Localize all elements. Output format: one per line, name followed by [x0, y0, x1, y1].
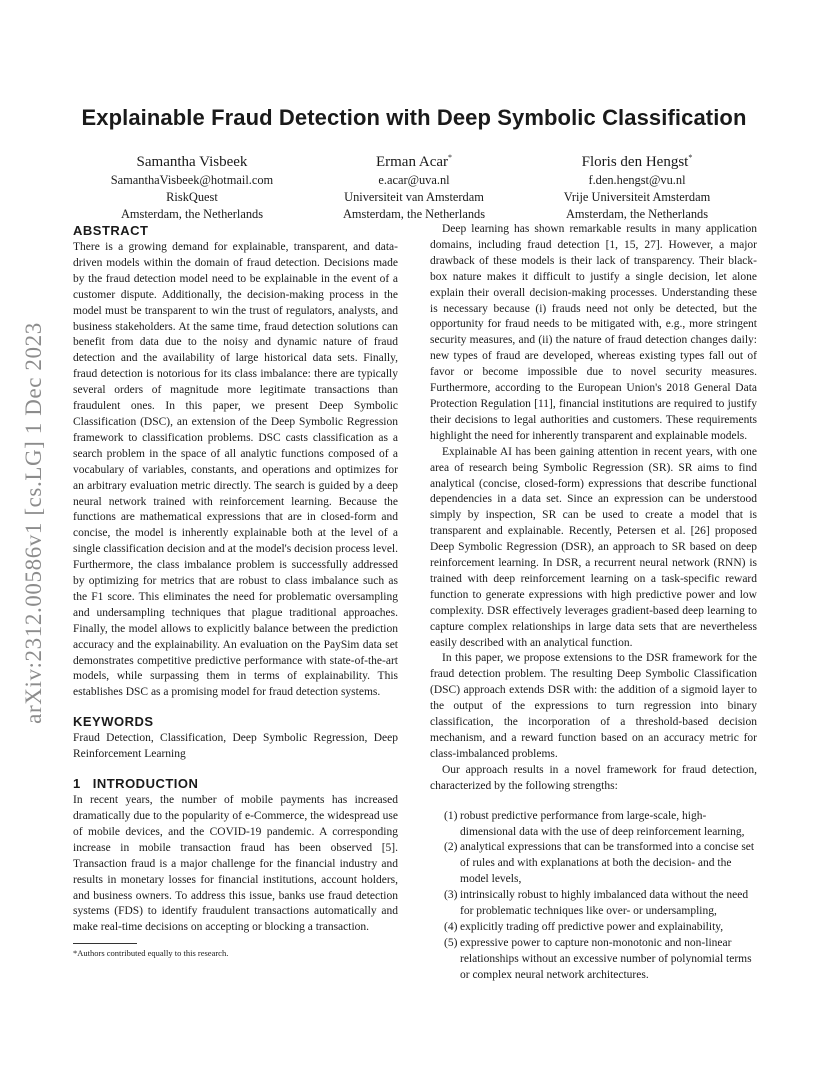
author-location: Amsterdam, the Netherlands — [342, 206, 486, 221]
list-item — [430, 936, 757, 984]
list-number: (4) — [444, 920, 458, 933]
author-block-1 — [77, 148, 307, 222]
list-number: (1) — [444, 809, 458, 822]
keywords-text: Fraud Detection, Classification, Deep Symbolic Regression, Deep Reinforcement Learning — [73, 732, 398, 761]
author-block-2 — [299, 148, 529, 222]
list-item — [430, 920, 757, 936]
author-affiliation: Universiteit van Amsterdam — [344, 189, 484, 204]
intro-paragraph-5: Our approach results in a novel framework for fraud detection, characterized by the following strengths: — [430, 763, 757, 792]
abstract-heading: ABSTRACT — [73, 223, 149, 238]
author-name: Erman Acar — [375, 154, 449, 170]
paper-title: Explainable Fraud Detection with Deep Symbolic Classification — [81, 105, 747, 130]
author-mark: * — [688, 153, 693, 162]
author-location: Amsterdam, the Netherlands — [120, 206, 264, 221]
abstract-text: There is a growing demand for explainable, transparent, and data-driven models within the domain of fraud detection. Decisions made by the fraud detection model need to be explainable in the event of a customer dispute. Additionally, the decision-making process in the model must be transparent to win the trust of regulators, analysts, and business stakeholders. At the same time, fraud detection solutions can benefit from data due to the noisy and dynamic nature of fraud detection and the availability of large historical data sets. Finally, fraud detection is notorious for its class imbalance: there are typically several orders of magnitude more legitimate transactions than fraudulent ones. In this paper, we present Deep Symbolic Classification (DSC), an extension of the Deep Symbolic Regression framework to classification problems. DSC casts classification as a search problem in the space of all analytic functions composed of a vocabulary of variables, constants, and operations and optimizes for an arbitrary evaluation metric directly. The search is guided by a deep neural network trained with reinforcement learning. Because the functions are mathematical expressions that are in closed-form and concise, the model is inherently explainable both at the level of a single classification decision and at the model's decision process level. Furthermore, the class imbalance problem is successfully addressed by optimizing for metrics that are robust to class imbalance such as the F1 score. This eliminates the need for problematic oversampling and undersampling techniques that plague traditional approaches. Finally, the model allows to explicitly balance between the prediction accuracy and the explainability. An evaluation on the PaySim data set demonstrates competitive predictive performance with state-of-the-art models, while surpassing them in terms of explainability. This establishes DSC as a promising model for fraud detection systems. — [73, 241, 398, 699]
list-text: expressive power to capture non-monotonic and non-linear relationships without an excessive number of polynomial terms or complex neural network architectures. — [460, 936, 752, 981]
author-affiliation: RiskQuest — [166, 189, 218, 204]
intro-paragraph-2: Deep learning has shown remarkable results in many application domains, including fraud detection [1, 15, 27]. However, a major drawback of these models is their lack of transparency. Their black-box nature makes it difficult to justify a single decision, let alone explain their overall decision-making processes. Understanding these is necessary because (i) frauds need not only be detected, but the opportunity for fraud needs to be mitigated with, e.g., more stringent security measures, and (ii) the nature of fraud detection changes daily: new types of fraud are developed, whereas existing types fall out of favor or become impossible due to novel security measures. Furthermore, according to the European Union's 2018 General Data Protection Regulation [11], financial institutions are required to justify their decisions to legal authorities and customers. These requirements highlight the need for inherently transparent and explainable models. — [430, 223, 757, 442]
author-location: Amsterdam, the Netherlands — [565, 206, 709, 221]
author-name: Floris den Hengst — [581, 154, 689, 170]
intro-paragraph-4: In this paper, we propose extensions to the DSR framework for the fraud detection problem. The resulting Deep Symbolic Classification (DSC) approach extends DSR with: the addition of a sigmoid layer to the output of the expressions to turn regression into binary classification, the incorporation of a threshold-based decision mechanism, and a reward function based on an accuracy metric for class-imbalanced problems. — [430, 652, 757, 760]
list-text: robust predictive performance from large-scale, high-dimensional data with the use of deep reinforcement learning, — [460, 809, 745, 838]
right-column — [430, 222, 757, 984]
list-item — [430, 888, 757, 920]
list-text: explicitly trading off predictive power and explainability, — [460, 920, 724, 933]
author-mark: * — [448, 153, 453, 162]
left-column — [73, 222, 398, 936]
intro-paragraph-3: Explainable AI has been gaining attention in recent years, with one area of research being Symbolic Regression (SR). SR aims to find analytical (concise, closed-form) expressions that describe functional dependencies in a data set. Since an expression can be understood simply by inspection, SR can be used to create a model that is transparent and explainable. Recently, Petersen et al. [26] proposed Deep Symbolic Regression (DSR), an approach to SR based on deep reinforcement learning. In DSR, a recurrent neural network (RNN) is trained with deep reinforcement learning on a task-specific reward function to generate expressions with high predictive power and low complexity. DSR effectively leverages gradient-based deep learning to capture complex relationships in large data sets that are nevertheless easily described with an analytical function. — [430, 445, 757, 649]
author-block-3 — [522, 148, 752, 222]
list-number: (2) — [444, 841, 458, 854]
author-email: f.den.hengst@vu.nl — [588, 173, 686, 187]
author-name: Samantha Visbeek — [136, 154, 248, 170]
arxiv-watermark — [14, 285, 54, 760]
introduction-heading — [73, 775, 398, 793]
author-affiliation: Vrije Universiteit Amsterdam — [563, 189, 711, 204]
author-email: e.acar@uva.nl — [378, 173, 450, 187]
arxiv-id: arXiv:2312.00586v1 [cs.LG] 1 Dec 2023 — [21, 321, 46, 724]
section-title: INTRODUCTION — [92, 776, 199, 792]
list-item — [430, 840, 757, 888]
list-text: intrinsically robust to highly imbalanced data without the need for problematic techniques like over- or undersampling, — [460, 889, 749, 918]
list-number: (3) — [444, 889, 458, 902]
strengths-list — [430, 809, 757, 984]
footnote: *Authors contributed equally to this research. — [73, 948, 229, 958]
keywords-heading: KEYWORDS — [73, 714, 154, 730]
intro-paragraph-1: In recent years, the number of mobile payments has increased dramatically due to the popularity of e-Commerce, the widespread use of mobile devices, and the COVID-19 pandemic. A corresponding increase in mobile transaction fraud has been observed [5]. Transaction fraud is a major challenge for the financial industry and results in monetary losses for financial institutions, account holders, and business owners. To address this issue, banks use fraud detection systems (FDS) to identify fraudulent transactions automatically and make real-time decisions on accepting or blocking a transaction. — [73, 794, 398, 934]
author-email: SamanthaVisbeek@hotmail.com — [110, 173, 274, 187]
list-number: (5) — [444, 936, 458, 949]
list-text: analytical expressions that can be transformed into a concise set of rules and with explanations at both the decision- and the model levels, — [460, 841, 755, 886]
footnote-rule — [73, 943, 137, 944]
list-item — [430, 809, 757, 841]
section-number: 1 — [73, 776, 81, 792]
